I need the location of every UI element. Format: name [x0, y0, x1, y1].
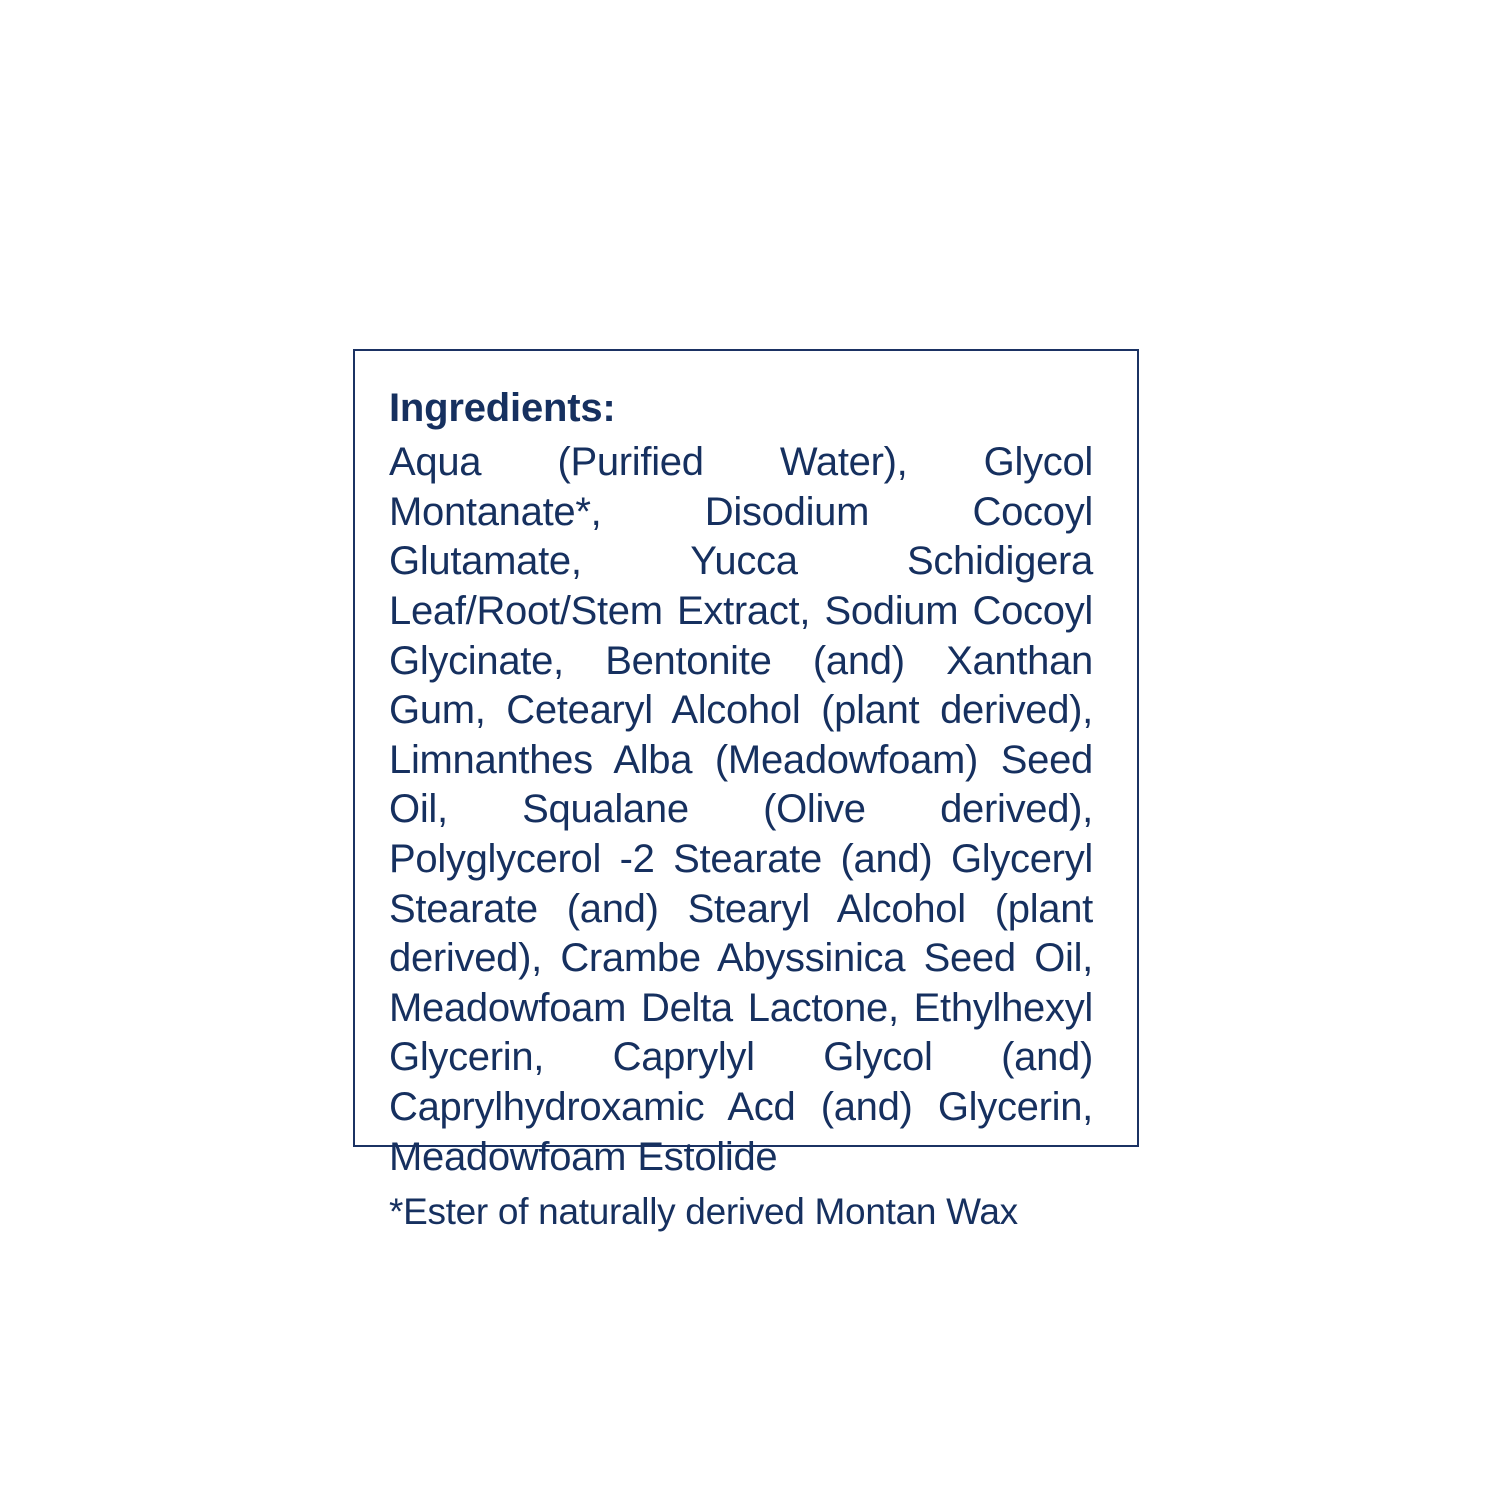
ingredients-list-text: Aqua (Purified Water), Glycol Montanate*, Disodium Cocoyl Glutamate, Yucca Schidigera Leaf/Root/Stem Extract, Sodium Cocoyl Glycinate, Bentonite (and) Xanthan Gum, Cetearyl Alcohol (plant derived), Limnanthes Alba (Meadowfoam) Seed Oil, Squalane (Olive derived), Polyglycerol -2 Stearate (and) Glyceryl Stearate (and) Stearyl Alcohol (plant derived), Crambe Abyssinica Seed Oil, Meadowfoam Delta Lactone, Ethylhexyl Glycerin, Caprylyl Glycol (and) Caprylhydroxamic Acd (and) Glycerin, Meadowfoam Estolide	[389, 440, 1093, 1179]
ingredients-footnote: *Ester of naturally derived Montan Wax	[389, 1191, 1018, 1233]
ingredients-panel	[353, 349, 1139, 1233]
ingredients-heading: Ingredients:	[389, 386, 616, 430]
